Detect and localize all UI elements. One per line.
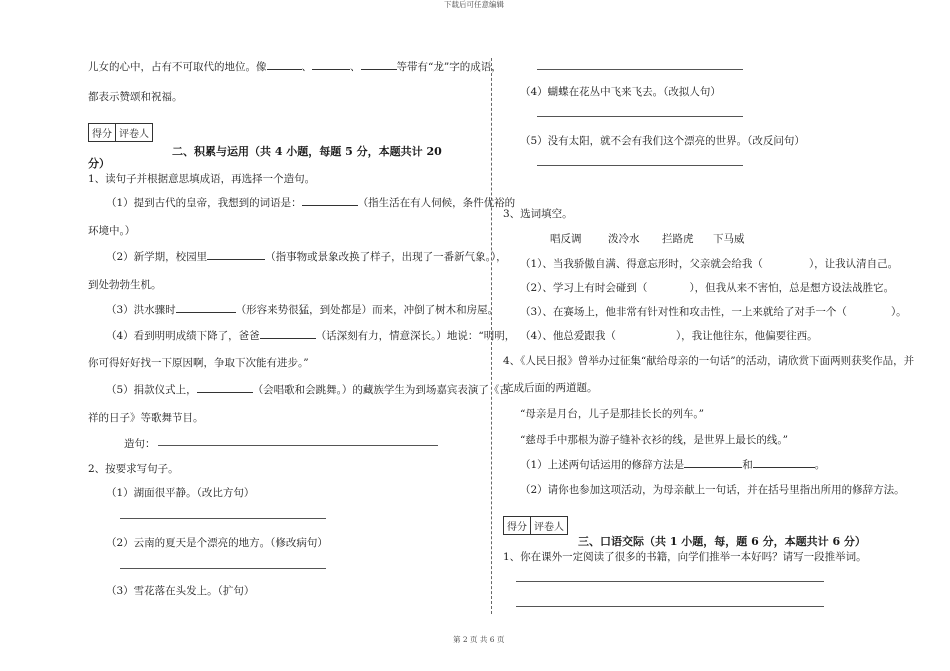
section2-title-cont: 分） bbox=[88, 157, 110, 170]
score-box bbox=[88, 123, 153, 142]
q1-item-4 bbox=[106, 328, 515, 343]
section3-title: 三、口语交际（共 1 小题，每，题 6 分，本题共计 6 分） bbox=[578, 535, 866, 548]
answer-blank[interactable] bbox=[207, 249, 265, 260]
q2-5-answer-line[interactable] bbox=[537, 165, 743, 166]
word-choice-4: 下马威 bbox=[713, 233, 745, 245]
q2-2-answer-line[interactable] bbox=[120, 568, 326, 569]
header-note: 下载后可任意编辑 bbox=[444, 0, 504, 9]
q1-item-1 bbox=[106, 195, 515, 210]
q2-item-5: （5）没有太阳，就不会有我们这个漂亮的世界。（改反问句） bbox=[520, 135, 805, 147]
q4-1-text-b: 和 bbox=[742, 459, 753, 471]
section2-title: 二、积累与运用（共 4 小题，每题 5 分，本题共计 20 bbox=[172, 145, 442, 158]
answer-blank[interactable] bbox=[260, 328, 316, 339]
q1-5-text-a: （5）捐款仪式上， bbox=[106, 384, 197, 396]
q2-item-2: （2）云南的夏天是个漂亮的地方。（修改病句） bbox=[106, 537, 328, 549]
q3-4-text-b: ），我让他往东，他偏要往西。 bbox=[675, 330, 818, 342]
quote-2: “慈母手中那根为游子缝补衣衫的线，是世界上最长的线。” bbox=[520, 434, 788, 446]
separator: 、 bbox=[301, 61, 312, 73]
q3-item-1 bbox=[520, 256, 898, 271]
q3-2-text-b: ），但我从来不害怕，总是想方设法战胜它。 bbox=[689, 282, 895, 294]
q1-1-text-b: （指生活在有人伺候，条件优裕的 bbox=[357, 197, 516, 209]
q2-item-1: （1）湖面很平静。（改比方句） bbox=[106, 487, 255, 499]
q4-item-1 bbox=[520, 457, 825, 472]
q1-item-5-cont: 祥的日子》等歌舞节目。 bbox=[88, 412, 204, 424]
q1-1-text-a: （1）提到古代的皇帝，我想到的词语是： bbox=[106, 197, 302, 209]
q1-2-text-a: （2）新学期，校园里 bbox=[106, 251, 208, 263]
answer-blank[interactable] bbox=[197, 382, 253, 393]
blank[interactable] bbox=[267, 59, 302, 70]
q3-item-3 bbox=[520, 304, 907, 319]
score-label: 得分 bbox=[504, 517, 531, 534]
question-4: 4、《人民日报》曾举办过征集“献给母亲的一句话”的活动，请欣赏下面两则获奖作品，并 bbox=[503, 355, 915, 367]
question-4-cont: 完成后面的两道题。 bbox=[503, 382, 598, 394]
q1-item-2 bbox=[106, 249, 507, 264]
zaoju-answer-line[interactable] bbox=[158, 445, 438, 446]
q1-item-5 bbox=[106, 382, 510, 397]
q3-1-text-b: ），让我认清自己。 bbox=[808, 258, 899, 270]
answer-blank[interactable] bbox=[684, 457, 742, 468]
s3-answer-line-2[interactable] bbox=[516, 606, 824, 607]
zaoju-label: 造句： bbox=[124, 438, 156, 450]
q2-prev-answer-line[interactable] bbox=[537, 69, 743, 70]
reviewer-label: 评卷人 bbox=[119, 129, 149, 140]
separator: 、 bbox=[350, 61, 361, 73]
score-label: 得分 bbox=[89, 124, 116, 141]
question-1: 1、读句子并根据意思填成语，再选择一个造句。 bbox=[88, 173, 316, 185]
q3-item-4 bbox=[520, 328, 818, 343]
q2-1-answer-line[interactable] bbox=[120, 518, 326, 519]
q4-1-text-a: （1）上述两句话运用的修辞方法是 bbox=[520, 459, 685, 471]
word-choice-2: 泼冷水 bbox=[608, 233, 640, 245]
q1-4-text-a: （4）看到明明成绩下降了，爸爸 bbox=[106, 330, 260, 342]
q1-3-text-a: （3）洪水骤时 bbox=[106, 304, 176, 316]
q3-4-text-a: （4）、他总爱跟我（ bbox=[520, 330, 616, 342]
s3-answer-line-1[interactable] bbox=[516, 581, 824, 582]
q2-item-3: （3）雪花落在头发上。（扩句） bbox=[106, 585, 255, 597]
word-choice-1: 唱反调 bbox=[550, 233, 582, 245]
q3-1-text-a: （1）、当我骄傲自满、得意忘形时，父亲就会给我（ bbox=[520, 258, 763, 270]
blank[interactable] bbox=[361, 59, 397, 70]
page-number: 第 2 页 共 6 页 bbox=[453, 635, 505, 644]
intro-line-1 bbox=[88, 59, 502, 74]
intro-text-a: 儿女的心中，占有不可取代的地位。像 bbox=[88, 61, 267, 73]
q3-3-text-a: （3）、在赛场上，他非常有针对性和攻击性，一上来就给了对手一个（ bbox=[520, 306, 847, 318]
q1-3-text-b: （形容来势很猛，到处都是）而来，冲倒了树木和房屋。 bbox=[235, 304, 499, 316]
score-box bbox=[503, 516, 568, 535]
answer-blank[interactable] bbox=[176, 302, 236, 313]
q3-item-2 bbox=[520, 280, 894, 295]
q1-4-text-b: （话深刻有力，情意深长。）地说：“明明， bbox=[315, 330, 516, 342]
answer-blank[interactable] bbox=[753, 457, 815, 468]
q4-1-text-c: 。 bbox=[814, 459, 826, 471]
q1-2-text-b: （指事物或景象改换了样子，出现了一番新气象。）， bbox=[265, 251, 507, 263]
q1-5-text-b: （会唱歌和会跳舞。）的藏族学生为到场嘉宾表演了《古 bbox=[252, 384, 510, 396]
word-choice-3: 拦路虎 bbox=[662, 233, 694, 245]
q1-item-1-cont: 环境中。） bbox=[88, 225, 136, 237]
question-2: 2、按要求写句子。 bbox=[88, 463, 179, 475]
q1-item-2-cont: 到处勃勃生机。 bbox=[88, 279, 162, 291]
q1-item-3 bbox=[106, 302, 498, 317]
question-3: 3、选词填空。 bbox=[503, 208, 573, 220]
section3-question-1: 1、你在课外一定阅读了很多的书籍，向学们推举一本好吗？请写一段推举词。 bbox=[503, 551, 867, 563]
blank[interactable] bbox=[312, 59, 350, 70]
answer-blank[interactable] bbox=[302, 195, 358, 206]
intro-text-b: 等带有“龙”字的成语， bbox=[396, 61, 502, 73]
q1-item-4-cont: 你可得好好找一下原因啊，争取下次能有进步。” bbox=[88, 357, 309, 369]
q3-3-text-b: ）。 bbox=[890, 306, 907, 318]
intro-line-2: 都表示赞颂和祝福。 bbox=[88, 91, 183, 103]
q3-2-text-a: （2）、学习上有时会碰到（ bbox=[520, 282, 648, 294]
q2-item-4: （4）蝴蝶在花丛中飞来飞去。（改拟人句） bbox=[520, 86, 721, 98]
reviewer-label: 评卷人 bbox=[534, 522, 564, 533]
q4-item-2: （2）请你也参加这项活动，为母亲献上一句话，并在括号里指出所用的修辞方法。 bbox=[520, 484, 905, 496]
quote-1: “母亲是月台，儿子是那挂长长的列车。” bbox=[520, 408, 704, 420]
q2-4-answer-line[interactable] bbox=[537, 116, 743, 117]
